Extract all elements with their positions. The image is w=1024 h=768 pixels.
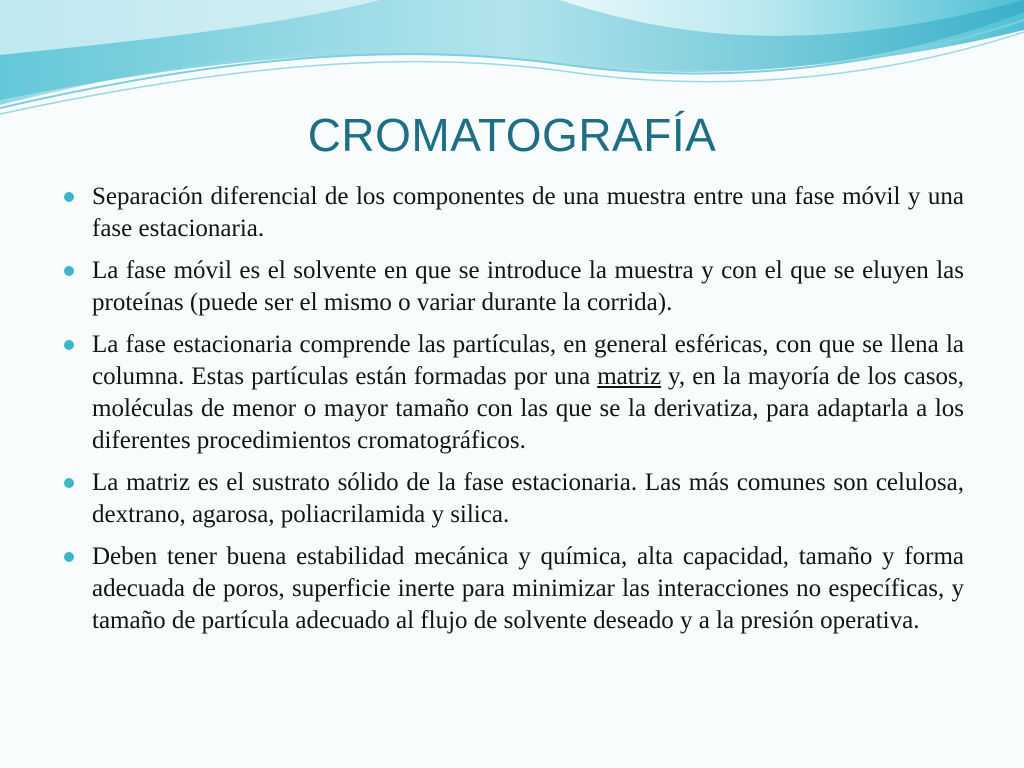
bullet-item [62, 467, 964, 531]
underlined-term: matriz [597, 363, 662, 390]
bullet-item [62, 181, 964, 245]
bullet-text: Deben tener buena estabilidad mecánica y química, alta capacidad, tamaño y forma adecuada de poros, superficie inerte para minimizar las interacciones no específicas, y tamaño de partícula adecuado al flujo de solvente deseado y a la presión operativa. [92, 543, 964, 634]
bullet-dot-icon [64, 478, 74, 488]
bullet-list [62, 181, 964, 647]
bullet-item [62, 329, 964, 457]
bullet-text: Separación diferencial de los componentes de una muestra entre una fase móvil y una fase estacionaria. [92, 183, 964, 242]
bullet-text-after: y, en la mayoría de los casos, moléculas de menor o mayor tamaño con las que se la derivatiza, para adaptarla a los diferentes procedimientos cromatográficos. [92, 363, 964, 454]
bullet-text: La matriz es el sustrato sólido de la fase estacionaria. Las más comunes son celulosa, dextrano, agarosa, poliacrilamida y silica. [92, 469, 964, 528]
bullet-item [62, 541, 964, 637]
bullet-item [62, 255, 964, 319]
bullet-text-before: La fase estacionaria comprende las partículas, en general esféricas, con que se llena la columna. Estas partículas están formadas por una [92, 331, 964, 390]
bullet-dot-icon [64, 552, 74, 562]
bullet-dot-icon [64, 266, 74, 276]
bullet-dot-icon [64, 340, 74, 350]
bullet-dot-icon [64, 192, 74, 202]
slide-title: CROMATOGRAFÍA [307, 109, 717, 161]
bullet-text: La fase móvil es el solvente en que se introduce la muestra y con el que se eluyen las proteínas (puede ser el mismo o variar durante la corrida). [92, 257, 964, 316]
